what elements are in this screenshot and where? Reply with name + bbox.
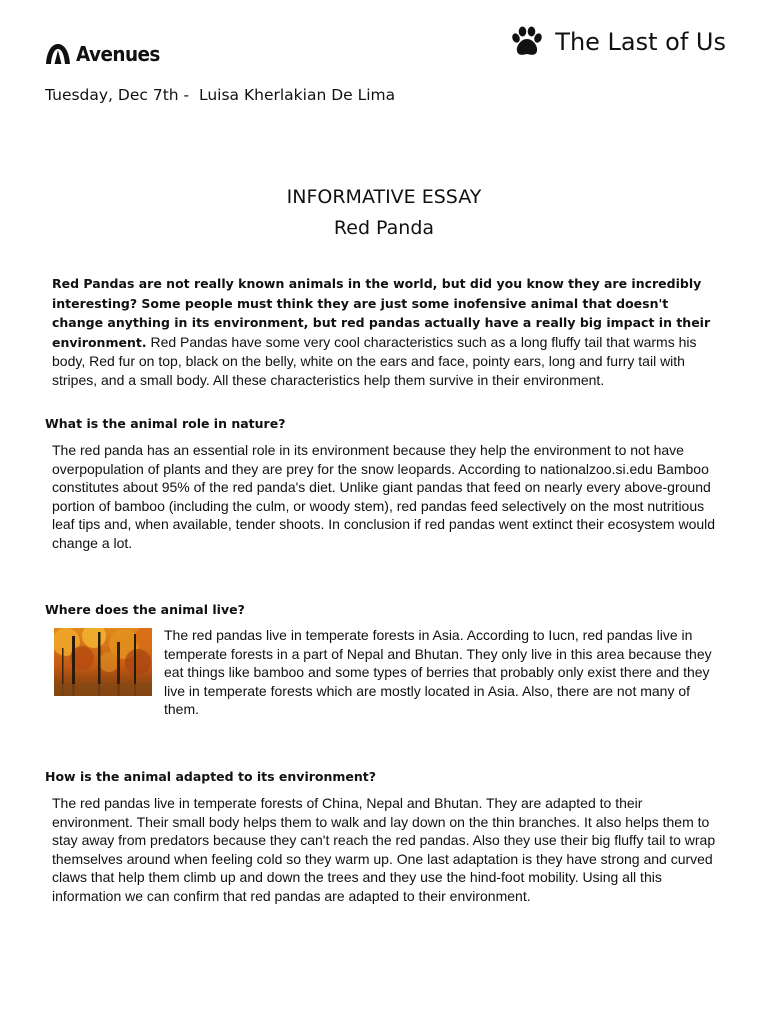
avenues-logo bbox=[45, 42, 167, 66]
paw-icon bbox=[511, 26, 543, 58]
answer-adaptation: The red pandas live in temperate forests of China, Nepal and Bhutan. They are adapted to their environment. Their small body helps them to walk and lay down on the thin branches. It also helps them to stay away from predators because they can't reach the red pandas. Also they use their big fluffy tail to wrap themselves around when feeling cold so they warm up. One last adaptation is they have strong and curved claws that help them climb up and down the trees and they use the hind-foot mobility. Using all this information we can confirm that red pandas are adapted to their environment. bbox=[52, 795, 716, 904]
unit-title: The Last of Us bbox=[555, 28, 726, 56]
intro-hook: Red Pandas are not really known animals in the world, but did you know they are incredibly interesting? Some people must think they are just some inofensive animal that doesn't change anything in its environment, but red pandas actually have a really big impact in their environment. bbox=[52, 276, 711, 350]
unit-brand bbox=[511, 26, 726, 58]
answer-habitat: The red pandas live in temperate forests in Asia. According to Iucn, red pandas live in temperate forests in a part of Nepal and Bhutan. They only live in this area because they eat things like bamboo and some types of berries that probably only exist there and they live in temperate forests which are mostly located in Asia. Also, there are not many of them. bbox=[164, 627, 712, 718]
question-adaptation: How is the animal adapted to its environment? bbox=[45, 769, 377, 784]
essay-title: Red Panda bbox=[333, 217, 435, 239]
question-role: What is the animal role in nature? bbox=[45, 416, 286, 431]
question-habitat: Where does the animal live? bbox=[45, 602, 245, 617]
autumn-forest-image bbox=[54, 628, 152, 696]
avenues-logo-icon bbox=[45, 43, 71, 65]
intro-paragraph bbox=[52, 274, 722, 389]
answer-role: The red panda has an essential role in its environment because they help the environment to not have overpopulation of plants and they are prey for the snow leopards. According to nationalzoo.si.edu Bamboo constitutes about 95% of the red panda's diet. Unlike giant pandas that feed on nearly every above-ground portion of bamboo (including the culm, or woody stem), red pandas feed selectively on the most nutritious leaf tips and, when available, tender shoots. In conclusion if red pandas went extinct their ecosystem would change a lot. bbox=[52, 442, 716, 551]
intro-body: Red Pandas have some very cool characteristics such as a long fluffy tail that warms his body, Red fur on top, black on the belly, white on the ears and face, pointy ears, long and furry tail with stripes, and a small body. All these characteristics help them survive in their environment. bbox=[52, 333, 697, 388]
essay-type-heading: INFORMATIVE ESSAY bbox=[286, 186, 482, 208]
school-name: Avenues bbox=[76, 42, 160, 66]
dateline: Tuesday, Dec 7th - Luisa Kherlakian De Lima bbox=[45, 86, 396, 104]
